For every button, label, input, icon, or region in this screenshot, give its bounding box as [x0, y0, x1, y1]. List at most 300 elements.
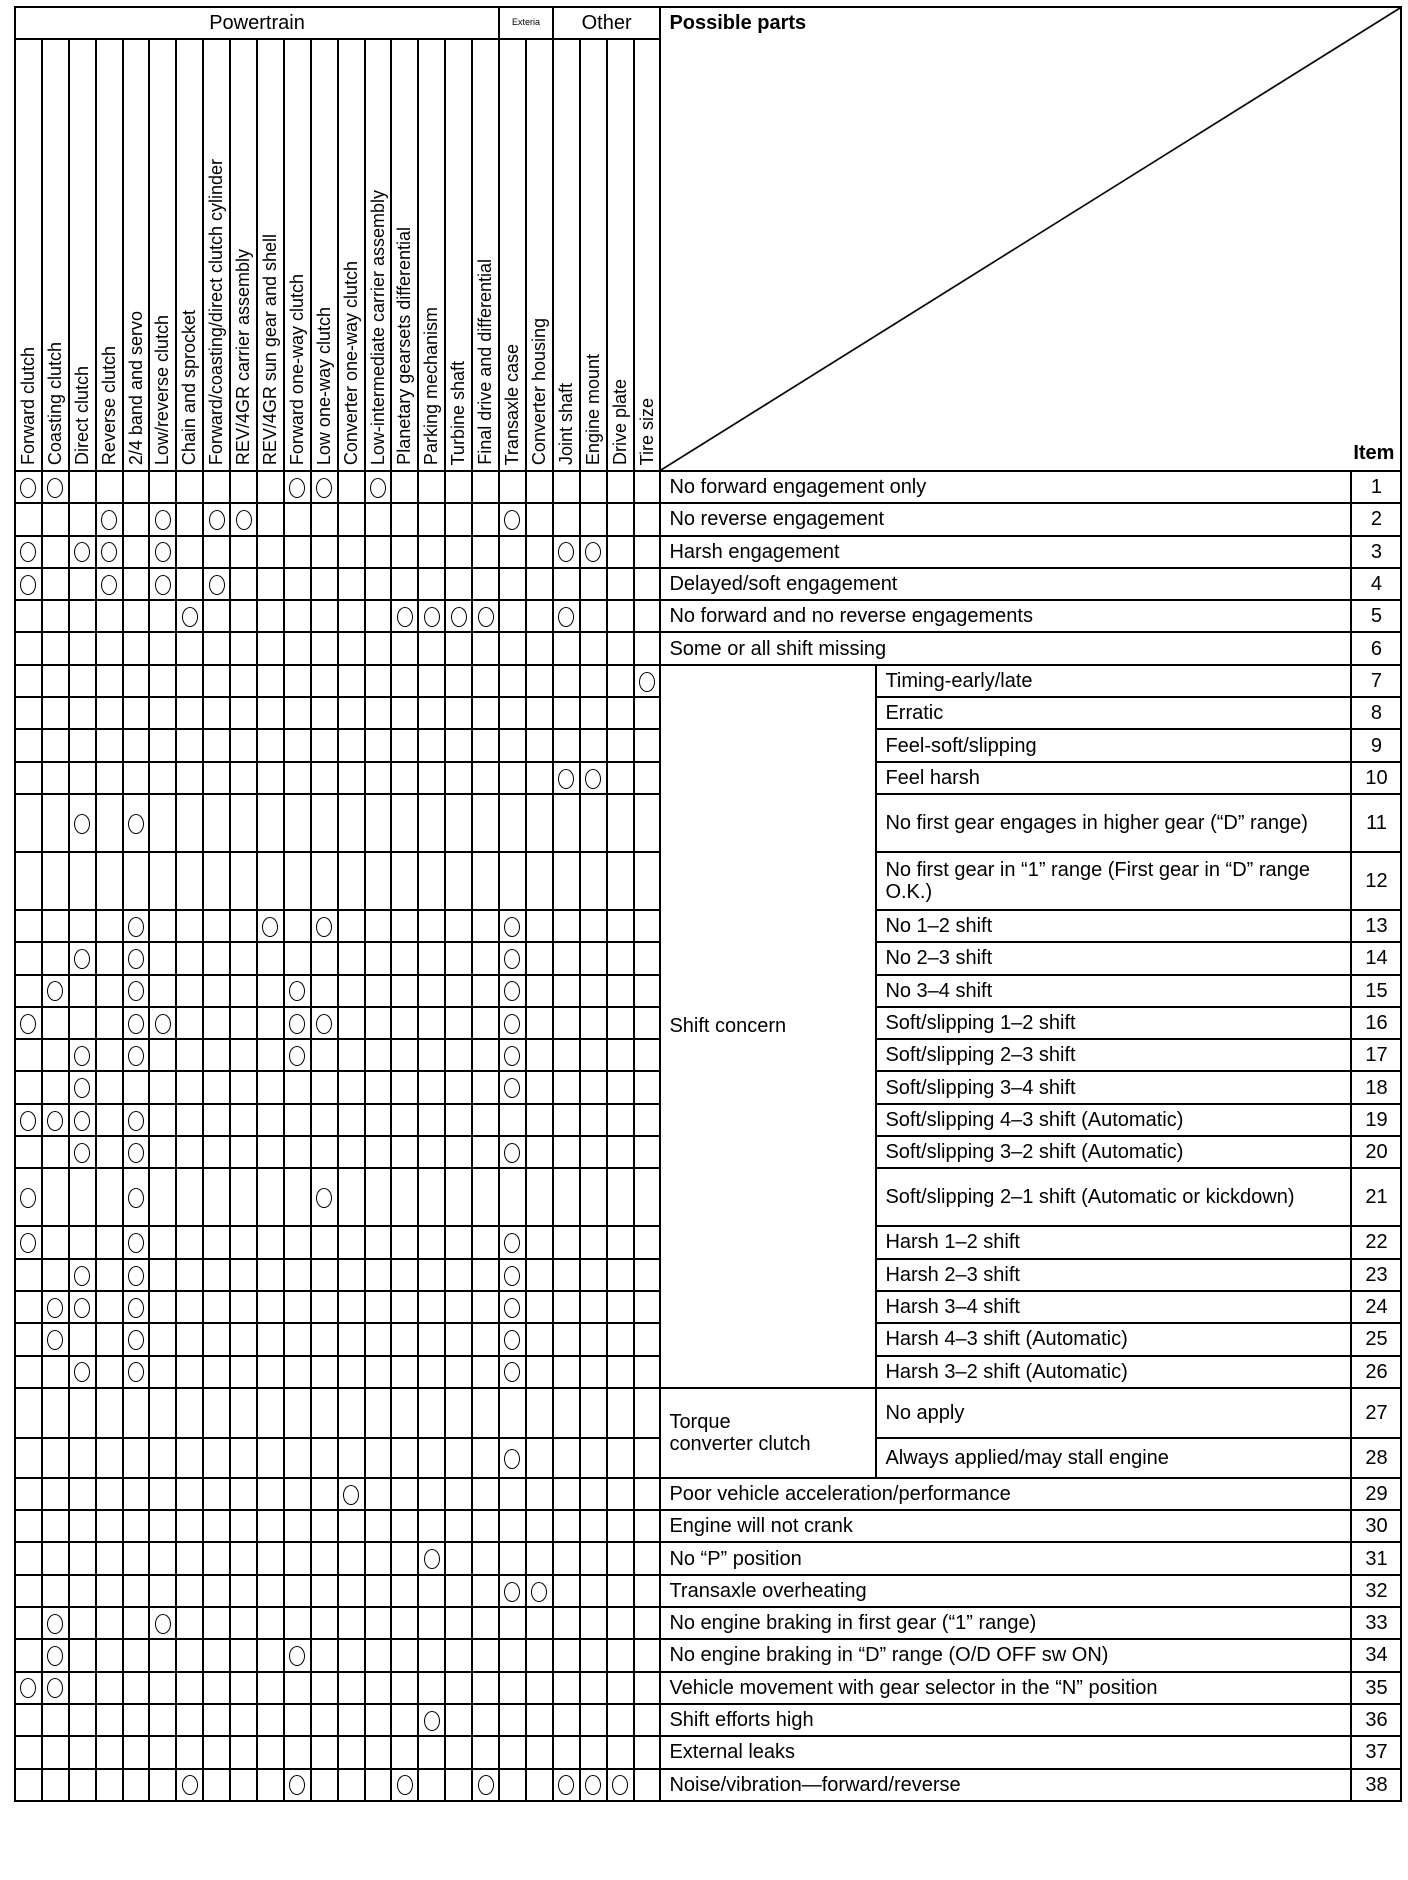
mark-cell — [203, 1007, 230, 1039]
mark-cell — [257, 794, 284, 852]
mark-cell — [499, 1168, 526, 1226]
circle-mark — [504, 1449, 520, 1469]
mark-cell — [472, 665, 499, 697]
mark-cell — [176, 1510, 203, 1542]
mark-cell — [526, 1259, 553, 1291]
mark-cell — [149, 1672, 176, 1704]
mark-cell — [365, 910, 392, 942]
mark-cell — [526, 1323, 553, 1355]
mark-cell — [526, 1291, 553, 1323]
item-number: 21 — [1351, 1168, 1401, 1226]
mark-cell — [311, 1388, 338, 1438]
mark-cell — [338, 1388, 365, 1438]
mark-cell — [365, 1575, 392, 1607]
symptom-description: Engine will not crank — [660, 1510, 1351, 1542]
mark-cell — [391, 503, 418, 535]
mark-cell — [69, 568, 96, 600]
mark-cell — [418, 1769, 445, 1801]
mark-cell — [365, 1510, 392, 1542]
mark-cell — [526, 503, 553, 535]
mark-cell — [42, 1291, 69, 1323]
mark-cell — [203, 794, 230, 852]
mark-cell — [634, 1136, 661, 1168]
mark-cell — [69, 1039, 96, 1071]
mark-cell — [391, 1323, 418, 1355]
mark-cell — [203, 1291, 230, 1323]
mark-cell — [634, 1736, 661, 1768]
mark-cell — [526, 910, 553, 942]
mark-cell — [123, 1639, 150, 1671]
symptom-description: Some or all shift missing — [660, 632, 1351, 664]
column-label: Converter housing — [528, 317, 549, 465]
mark-cell — [203, 1136, 230, 1168]
item-number: 15 — [1351, 975, 1401, 1007]
mark-cell — [69, 632, 96, 664]
mark-cell — [96, 1356, 123, 1388]
mark-cell — [526, 975, 553, 1007]
circle-mark — [262, 917, 278, 937]
mark-cell — [15, 1136, 42, 1168]
mark-cell — [445, 1607, 472, 1639]
mark-cell — [123, 471, 150, 503]
column-header — [69, 39, 96, 471]
mark-cell — [499, 471, 526, 503]
mark-cell — [123, 568, 150, 600]
mark-cell — [203, 1168, 230, 1226]
mark-cell — [472, 568, 499, 600]
mark-cell — [445, 1259, 472, 1291]
mark-cell — [580, 794, 607, 852]
mark-cell — [203, 910, 230, 942]
mark-cell — [391, 1607, 418, 1639]
mark-cell — [311, 1136, 338, 1168]
column-label: 2/4 band and servo — [125, 310, 146, 465]
item-number: 9 — [1351, 729, 1401, 761]
mark-cell — [526, 942, 553, 974]
mark-cell — [203, 1438, 230, 1478]
mark-cell — [418, 1136, 445, 1168]
mark-cell — [42, 1388, 69, 1438]
mark-cell — [607, 1607, 634, 1639]
mark-cell — [257, 568, 284, 600]
mark-cell — [96, 942, 123, 974]
mark-cell — [365, 1736, 392, 1768]
mark-cell — [176, 1388, 203, 1438]
mark-cell — [42, 1259, 69, 1291]
mark-cell — [176, 665, 203, 697]
symptom-description: No 2–3 shift — [876, 942, 1351, 974]
mark-cell — [445, 1039, 472, 1071]
mark-cell — [445, 600, 472, 632]
mark-cell — [607, 762, 634, 794]
mark-cell — [176, 975, 203, 1007]
mark-cell — [230, 942, 257, 974]
mark-cell — [553, 729, 580, 761]
column-label: Low/reverse clutch — [152, 314, 173, 465]
mark-cell — [284, 1438, 311, 1478]
circle-mark — [397, 607, 413, 627]
mark-cell — [365, 762, 392, 794]
mark-cell — [149, 1575, 176, 1607]
mark-cell — [176, 1168, 203, 1226]
mark-cell — [96, 1104, 123, 1136]
mark-cell — [42, 632, 69, 664]
mark-cell — [499, 1007, 526, 1039]
column-header — [257, 39, 284, 471]
mark-cell — [149, 1478, 176, 1510]
circle-mark — [289, 1046, 305, 1066]
circle-mark — [531, 1582, 547, 1602]
circle-mark — [209, 510, 225, 530]
mark-cell — [365, 1388, 392, 1438]
mark-cell — [338, 1704, 365, 1736]
mark-cell — [123, 852, 150, 910]
mark-cell — [230, 1510, 257, 1542]
symptom-description: Erratic — [876, 697, 1351, 729]
mark-cell — [580, 536, 607, 568]
mark-cell — [580, 1639, 607, 1671]
mark-cell — [176, 1259, 203, 1291]
mark-cell — [607, 1323, 634, 1355]
circle-mark — [316, 917, 332, 937]
mark-cell — [230, 729, 257, 761]
mark-cell — [203, 1639, 230, 1671]
mark-cell — [311, 471, 338, 503]
mark-cell — [149, 568, 176, 600]
mark-cell — [149, 1356, 176, 1388]
symptom-description: Shift efforts high — [660, 1704, 1351, 1736]
mark-cell — [15, 1356, 42, 1388]
mark-cell — [472, 852, 499, 910]
mark-cell — [176, 1672, 203, 1704]
mark-cell — [123, 1104, 150, 1136]
mark-cell — [123, 1542, 150, 1574]
mark-cell — [338, 568, 365, 600]
mark-cell — [42, 1438, 69, 1478]
column-label: REV/4GR carrier assembly — [233, 248, 254, 465]
circle-mark — [74, 1046, 90, 1066]
column-header — [634, 39, 661, 471]
mark-cell — [553, 1323, 580, 1355]
mark-cell — [634, 1291, 661, 1323]
mark-cell — [553, 942, 580, 974]
mark-cell — [553, 1388, 580, 1438]
mark-cell — [499, 975, 526, 1007]
mark-cell — [69, 794, 96, 852]
mark-cell — [607, 503, 634, 535]
mark-cell — [96, 1136, 123, 1168]
mark-cell — [311, 1704, 338, 1736]
mark-cell — [607, 1478, 634, 1510]
group-header-other: Other — [553, 7, 661, 39]
mark-cell — [365, 1769, 392, 1801]
mark-cell — [499, 536, 526, 568]
mark-cell — [634, 600, 661, 632]
mark-cell — [123, 1071, 150, 1103]
mark-cell — [526, 729, 553, 761]
mark-cell — [203, 1104, 230, 1136]
mark-cell — [176, 1291, 203, 1323]
mark-cell — [257, 729, 284, 761]
item-number: 32 — [1351, 1575, 1401, 1607]
column-header — [418, 39, 445, 471]
mark-cell — [42, 762, 69, 794]
mark-cell — [607, 1736, 634, 1768]
circle-mark — [74, 1362, 90, 1382]
mark-cell — [96, 1736, 123, 1768]
mark-cell — [257, 1007, 284, 1039]
mark-cell — [96, 1672, 123, 1704]
mark-cell — [526, 697, 553, 729]
mark-cell — [42, 1226, 69, 1258]
mark-cell — [257, 1168, 284, 1226]
mark-cell — [96, 1071, 123, 1103]
mark-cell — [499, 1478, 526, 1510]
mark-cell — [338, 1672, 365, 1704]
mark-cell — [580, 1168, 607, 1226]
mark-cell — [391, 794, 418, 852]
symptom-description: No reverse engagement — [660, 503, 1351, 535]
mark-cell — [499, 1575, 526, 1607]
mark-cell — [311, 729, 338, 761]
mark-cell — [15, 852, 42, 910]
mark-cell — [418, 632, 445, 664]
mark-cell — [472, 1071, 499, 1103]
mark-cell — [472, 1575, 499, 1607]
mark-cell — [42, 568, 69, 600]
mark-cell — [203, 1388, 230, 1438]
mark-cell — [553, 1736, 580, 1768]
mark-cell — [284, 665, 311, 697]
mark-cell — [123, 729, 150, 761]
mark-cell — [311, 1104, 338, 1136]
mark-cell — [472, 910, 499, 942]
mark-cell — [634, 729, 661, 761]
mark-cell — [553, 1291, 580, 1323]
mark-cell — [123, 1510, 150, 1542]
mark-cell — [203, 1259, 230, 1291]
mark-cell — [15, 1168, 42, 1226]
mark-cell — [391, 1259, 418, 1291]
item-number: 28 — [1351, 1438, 1401, 1478]
mark-cell — [203, 1323, 230, 1355]
mark-cell — [553, 1438, 580, 1478]
mark-cell — [96, 1168, 123, 1226]
circle-mark — [585, 1775, 601, 1795]
mark-cell — [634, 1168, 661, 1226]
mark-cell — [284, 1104, 311, 1136]
mark-cell — [472, 1704, 499, 1736]
circle-mark — [155, 542, 171, 562]
mark-cell — [445, 762, 472, 794]
mark-cell — [257, 632, 284, 664]
mark-cell — [499, 665, 526, 697]
symptom-description: No apply — [876, 1388, 1351, 1438]
mark-cell — [338, 665, 365, 697]
mark-cell — [338, 852, 365, 910]
mark-cell — [149, 762, 176, 794]
circle-mark — [612, 1775, 628, 1795]
mark-cell — [634, 536, 661, 568]
mark-cell — [553, 1259, 580, 1291]
mark-cell — [69, 1769, 96, 1801]
item-number: 31 — [1351, 1542, 1401, 1574]
mark-cell — [257, 1291, 284, 1323]
mark-cell — [526, 665, 553, 697]
mark-cell — [123, 1769, 150, 1801]
circle-mark — [128, 1111, 144, 1131]
mark-cell — [526, 471, 553, 503]
symptom-description: Harsh 1–2 shift — [876, 1226, 1351, 1258]
circle-mark — [20, 1233, 36, 1253]
symptom-description: Harsh 3–4 shift — [876, 1291, 1351, 1323]
circle-mark — [289, 478, 305, 498]
mark-cell — [472, 1639, 499, 1671]
mark-cell — [257, 1259, 284, 1291]
mark-cell — [230, 471, 257, 503]
mark-cell — [176, 729, 203, 761]
mark-cell — [391, 1039, 418, 1071]
mark-cell — [311, 1672, 338, 1704]
mark-cell — [203, 536, 230, 568]
mark-cell — [418, 1039, 445, 1071]
mark-cell — [230, 632, 257, 664]
mark-cell — [526, 1510, 553, 1542]
mark-cell — [284, 1136, 311, 1168]
mark-cell — [634, 1607, 661, 1639]
symptom-description: Soft/slipping 2–1 shift (Automatic or kickdown) — [876, 1168, 1351, 1226]
mark-cell — [338, 1639, 365, 1671]
mark-cell — [284, 1607, 311, 1639]
item-number: 23 — [1351, 1259, 1401, 1291]
mark-cell — [365, 1039, 392, 1071]
mark-cell — [230, 762, 257, 794]
circle-mark — [47, 478, 63, 498]
mark-cell — [149, 1542, 176, 1574]
mark-cell — [472, 1542, 499, 1574]
mark-cell — [365, 852, 392, 910]
mark-cell — [203, 1226, 230, 1258]
mark-cell — [445, 536, 472, 568]
mark-cell — [15, 942, 42, 974]
mark-cell — [553, 536, 580, 568]
mark-cell — [311, 1071, 338, 1103]
mark-cell — [230, 600, 257, 632]
mark-cell — [149, 1259, 176, 1291]
mark-cell — [203, 600, 230, 632]
mark-cell — [230, 794, 257, 852]
mark-cell — [607, 1136, 634, 1168]
mark-cell — [42, 942, 69, 974]
mark-cell — [445, 632, 472, 664]
circle-mark — [478, 607, 494, 627]
mark-cell — [499, 794, 526, 852]
circle-mark — [155, 1614, 171, 1634]
mark-cell — [257, 1071, 284, 1103]
mark-cell — [391, 1291, 418, 1323]
mark-cell — [42, 1136, 69, 1168]
mark-cell — [149, 1704, 176, 1736]
circle-mark — [101, 575, 117, 595]
mark-cell — [580, 503, 607, 535]
mark-cell — [526, 1478, 553, 1510]
mark-cell — [42, 503, 69, 535]
mark-cell — [284, 1639, 311, 1671]
mark-cell — [418, 1510, 445, 1542]
mark-cell — [553, 665, 580, 697]
item-number: 8 — [1351, 697, 1401, 729]
mark-cell — [580, 975, 607, 1007]
table-row — [15, 632, 1401, 664]
mark-cell — [553, 568, 580, 600]
mark-cell — [284, 1478, 311, 1510]
mark-cell — [69, 1478, 96, 1510]
mark-cell — [580, 852, 607, 910]
mark-cell — [499, 1388, 526, 1438]
mark-cell — [365, 942, 392, 974]
mark-cell — [15, 1039, 42, 1071]
mark-cell — [149, 1388, 176, 1438]
mark-cell — [472, 1007, 499, 1039]
mark-cell — [203, 1478, 230, 1510]
mark-cell — [15, 665, 42, 697]
mark-cell — [472, 1226, 499, 1258]
possible-parts-header — [660, 7, 1401, 471]
mark-cell — [634, 1356, 661, 1388]
mark-cell — [176, 536, 203, 568]
item-number: 20 — [1351, 1136, 1401, 1168]
circle-mark — [316, 1014, 332, 1034]
symptom-description: Soft/slipping 3–2 shift (Automatic) — [876, 1136, 1351, 1168]
mark-cell — [176, 1071, 203, 1103]
circle-mark — [128, 1046, 144, 1066]
mark-cell — [96, 697, 123, 729]
mark-cell — [15, 1542, 42, 1574]
mark-cell — [472, 1607, 499, 1639]
mark-cell — [257, 1736, 284, 1768]
mark-cell — [553, 852, 580, 910]
mark-cell — [149, 1323, 176, 1355]
mark-cell — [69, 942, 96, 974]
mark-cell — [203, 1039, 230, 1071]
mark-cell — [472, 632, 499, 664]
mark-cell — [365, 600, 392, 632]
mark-cell — [553, 471, 580, 503]
mark-cell — [445, 1007, 472, 1039]
circle-mark — [47, 1646, 63, 1666]
item-number: 11 — [1351, 794, 1401, 852]
mark-cell — [526, 794, 553, 852]
mark-cell — [176, 1323, 203, 1355]
mark-cell — [176, 1478, 203, 1510]
mark-cell — [607, 1104, 634, 1136]
group-header-powertrain: Powertrain — [15, 7, 499, 39]
mark-cell — [69, 1639, 96, 1671]
mark-cell — [499, 1542, 526, 1574]
mark-cell — [203, 1704, 230, 1736]
diagnosis-matrix-table — [14, 6, 1402, 1802]
circle-mark — [639, 672, 655, 692]
table-row — [15, 1769, 1401, 1801]
mark-cell — [553, 1226, 580, 1258]
mark-cell — [338, 1356, 365, 1388]
table-row — [15, 1607, 1401, 1639]
mark-cell — [69, 1736, 96, 1768]
mark-cell — [526, 1356, 553, 1388]
mark-cell — [15, 1575, 42, 1607]
mark-cell — [526, 1039, 553, 1071]
mark-cell — [176, 697, 203, 729]
